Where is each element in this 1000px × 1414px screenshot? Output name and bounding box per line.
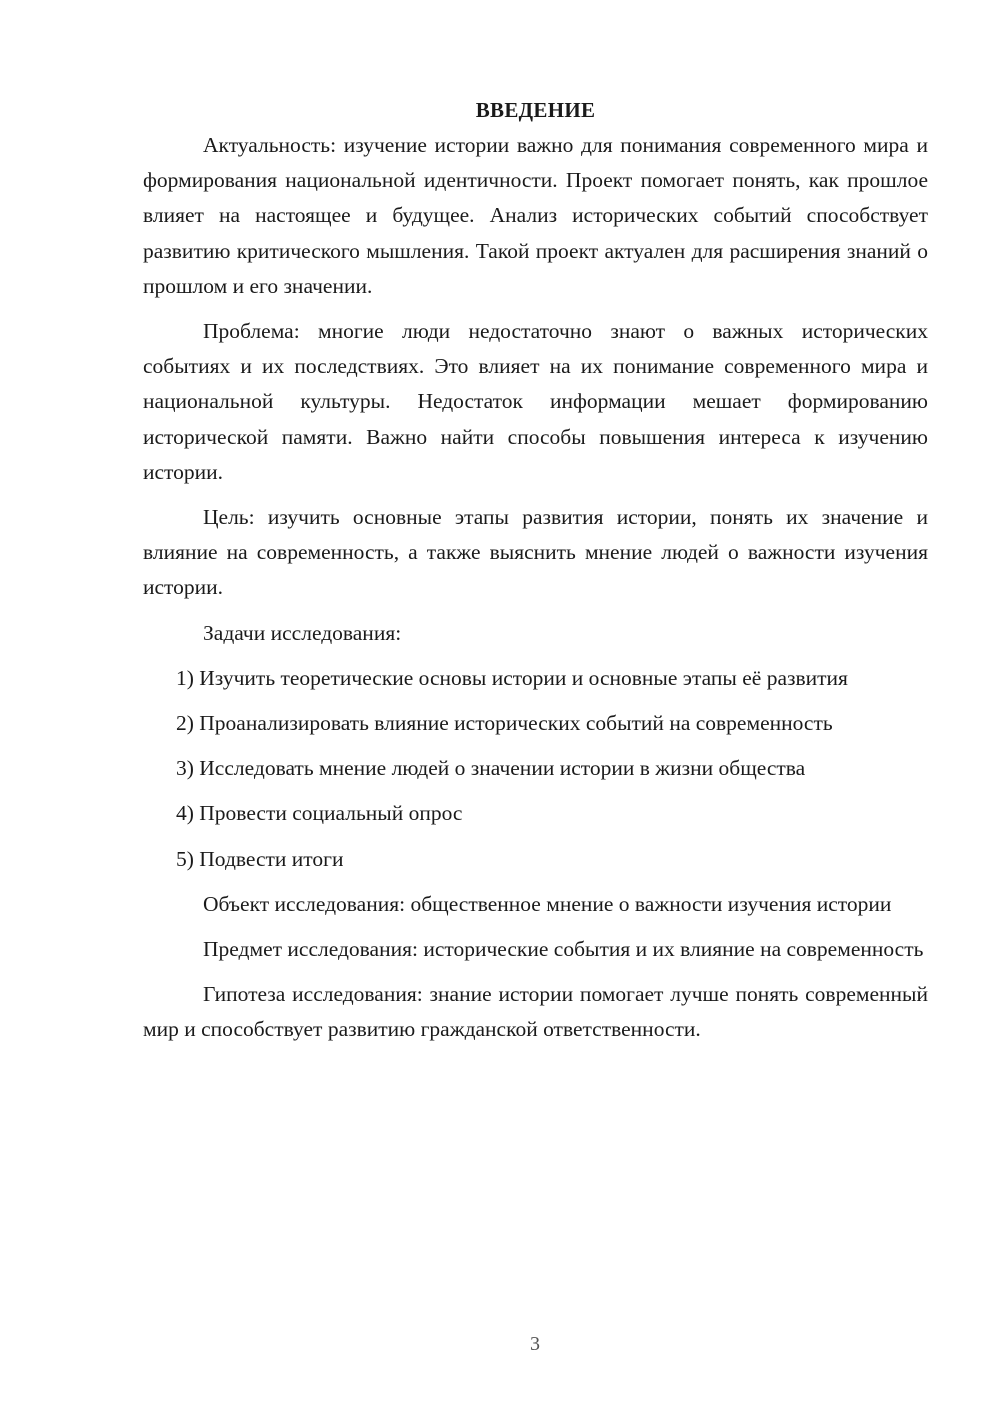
paragraph-relevance: Актуальность: изучение истории важно для понимания современного мира и формирования национальной идентичности. Проект помогает понять, как прошлое влияет на настоящее и будущее. Анализ исторических событий способствует развитию критического мышления. Такой проект актуален для расширения знаний о прошлом и его значении. — [143, 133, 928, 298]
task-item-3: 3) Исследовать мнение людей о значении истории в жизни общества — [176, 756, 806, 781]
page-content — [143, 92, 928, 1048]
paragraph-problem: Проблема: многие люди недостаточно знают о важных исторических событиях и их последствиях. Это влияет на их понимание современного мира и национальной культуры. Недостаток информации мешает формированию исторической памяти. Важно найти способы повышения интереса к изучению истории. — [143, 319, 928, 484]
paragraph-hypothesis: Гипотеза исследования: знание истории помогает лучше понять современный мир и способствует развитию гражданской ответственности. — [143, 982, 928, 1042]
paragraph-object: Объект исследования: общественное мнение о важности изучения истории — [203, 891, 892, 916]
task-item-4: 4) Провести социальный опрос — [176, 801, 463, 826]
paragraph-tasks-heading: Задачи исследования: — [203, 620, 402, 645]
paragraph-subject: Предмет исследования: исторические события и их влияние на современность — [203, 937, 924, 962]
task-item-5: 5) Подвести итоги — [176, 846, 344, 871]
task-item-2: 2) Проанализировать влияние исторических событий на современность — [176, 711, 833, 736]
paragraph-goal: Цель: изучить основные этапы развития истории, понять их значение и влияние на современность, а также выяснить мнение людей о важности изучения истории. — [143, 505, 928, 600]
task-item-1: 1) Изучить теоретические основы истории и основные этапы её развития — [176, 665, 848, 690]
section-title: ВВЕДЕНИЕ — [475, 98, 596, 122]
page-number: 3 — [530, 1333, 540, 1355]
